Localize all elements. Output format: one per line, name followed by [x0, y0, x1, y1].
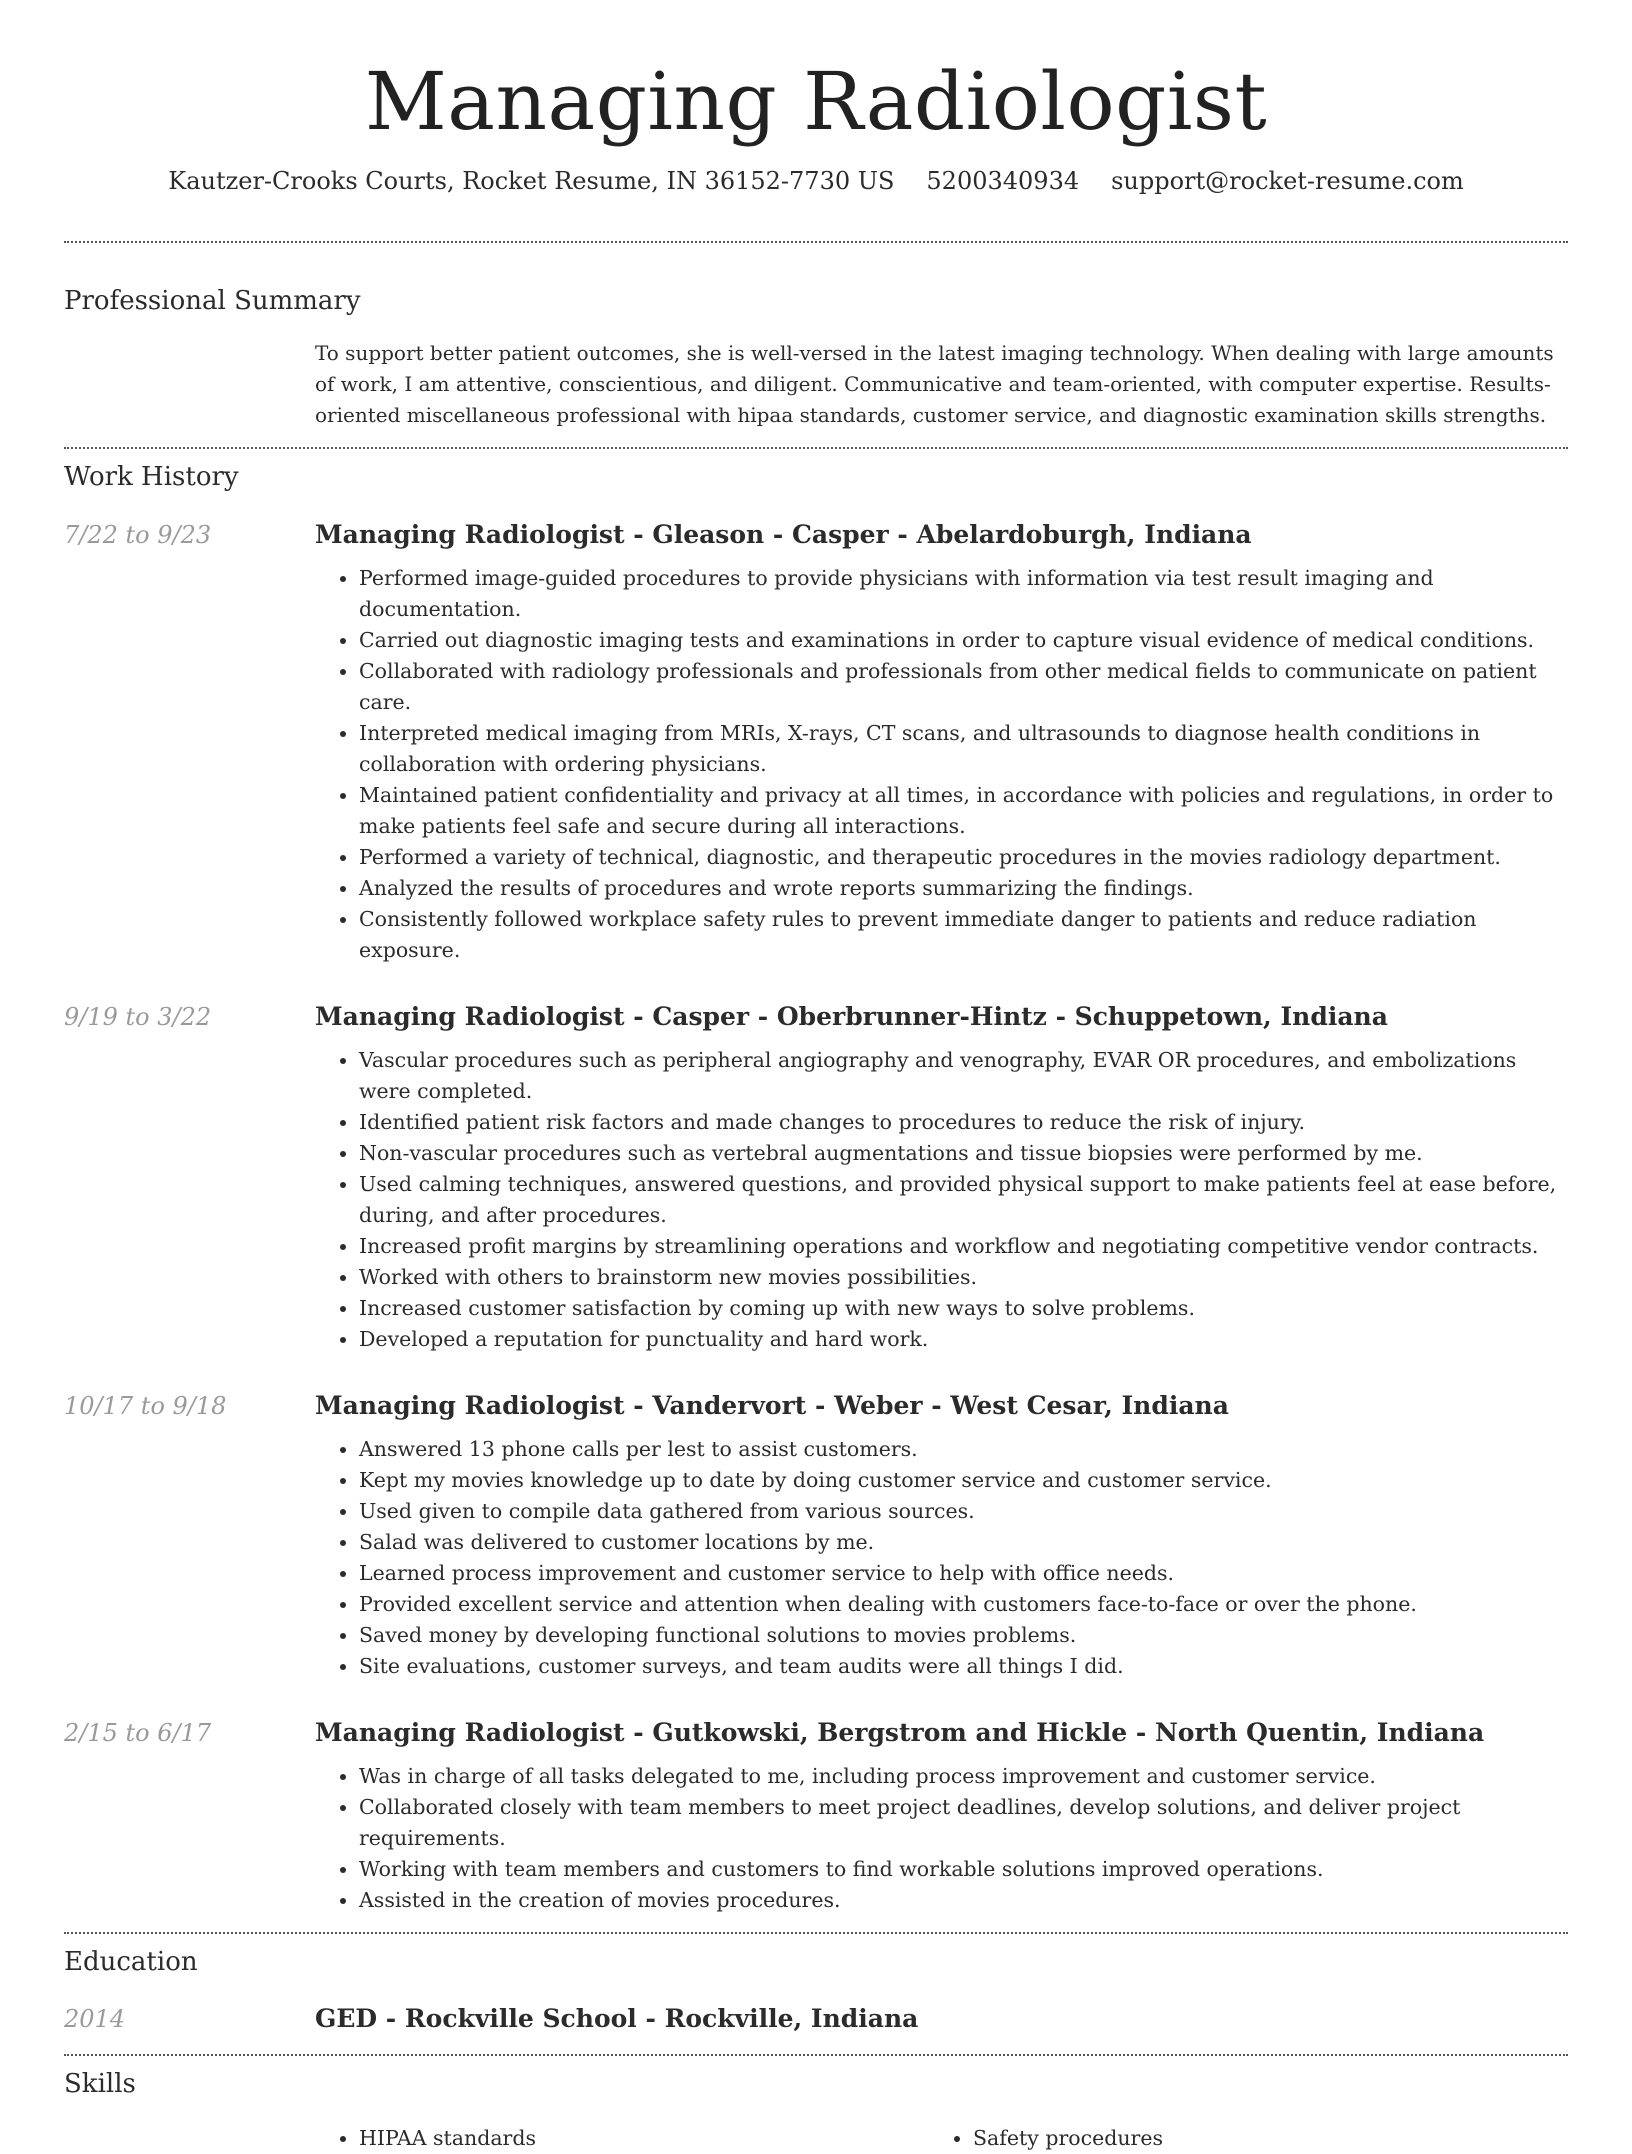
job-entry	[64, 1717, 1568, 1916]
list-item: • Developed a reputation for punctuality and hard work.	[359, 1324, 1568, 1355]
list-item: • Collaborated with radiology professionals and professionals from other medical fields to communicate on patient care.	[359, 656, 1568, 718]
list-item: • Kept my movies knowledge up to date by doing customer service and customer service.	[359, 1465, 1568, 1496]
section-title-summary: Professional Summary	[64, 286, 361, 316]
education-section	[64, 1934, 1568, 2035]
job-title: Managing Radiologist - Casper - Oberbrunner-Hintz - Schuppetown, Indiana	[315, 1002, 1388, 1031]
skill-item: • HIPAA standards	[359, 2123, 929, 2154]
contact-info	[64, 164, 1568, 198]
list-item: • Analyzed the results of procedures and wrote reports summarizing the findings.	[359, 873, 1568, 904]
list-item: • Non-vascular procedures such as vertebral augmentations and tissue biopsies were performed by me.	[359, 1138, 1568, 1169]
section-title-skills: Skills	[64, 2069, 136, 2099]
section-title-work-history: Work History	[64, 462, 239, 492]
job-title: Managing Radiologist - Gutkowski, Bergstrom and Hickle - North Quentin, Indiana	[315, 1718, 1485, 1747]
job-entry	[64, 1390, 1568, 1682]
job-bullets	[315, 1045, 1568, 1355]
list-item: • Increased profit margins by streamlining operations and workflow and negotiating competitive vendor contracts.	[359, 1231, 1568, 1262]
list-item: • Assisted in the creation of movies procedures.	[359, 1885, 1568, 1916]
list-item: • Used calming techniques, answered questions, and provided physical support to make patients feel at ease before, during, and after procedures.	[359, 1169, 1568, 1231]
list-item: • Vascular procedures such as peripheral angiography and venography, EVAR OR procedures, and embolizations were completed.	[359, 1045, 1568, 1107]
education-year: 2014	[64, 2005, 126, 2033]
list-item: • Provided excellent service and attention when dealing with customers face-to-face or over the phone.	[359, 1589, 1568, 1620]
skills-section	[64, 2056, 1568, 2154]
education-title: GED - Rockville School - Rockville, Indiana	[315, 2004, 919, 2033]
list-item: • Interpreted medical imaging from MRIs, X-rays, CT scans, and ultrasounds to diagnose health conditions in collaboration with ordering physicians.	[359, 718, 1568, 780]
summary-section	[64, 243, 1568, 431]
list-item: • Identified patient risk factors and made changes to procedures to reduce the risk of injury.	[359, 1107, 1568, 1138]
resume-name: Managing Radiologist	[364, 55, 1268, 148]
list-item: • Performed a variety of technical, diagnostic, and therapeutic procedures in the movies radiology department.	[359, 842, 1568, 873]
list-item: • Collaborated closely with team members to meet project deadlines, develop solutions, and deliver project requirements.	[359, 1792, 1568, 1854]
job-title: Managing Radiologist - Vandervort - Weber - West Cesar, Indiana	[315, 1391, 1229, 1420]
job-bullets	[315, 1761, 1568, 1916]
skills-list	[315, 2123, 1568, 2154]
summary-text: To support better patient outcomes, she is well-versed in the latest imaging technology. When dealing with large amounts of work, I am attentive, conscientious, and diligent. Communicative and team-oriented, with computer expertise. Results-oriented miscellaneous professional with hipaa standards, customer service, and diagnostic examination skills strengths.	[315, 341, 1554, 427]
list-item: • Carried out diagnostic imaging tests and examinations in order to capture visual evidence of medical conditions.	[359, 625, 1568, 656]
job-entry	[64, 519, 1568, 966]
list-item: • Learned process improvement and customer service to help with office needs.	[359, 1558, 1568, 1589]
contact-phone: 5200340934	[926, 167, 1080, 195]
resume-page	[64, 0, 1568, 2154]
list-item: • Working with team members and customers to find workable solutions improved operations.	[359, 1854, 1568, 1885]
list-item: • Salad was delivered to customer locations by me.	[359, 1527, 1568, 1558]
list-item: • Saved money by developing functional solutions to movies problems.	[359, 1620, 1568, 1651]
job-bullets	[315, 563, 1568, 966]
skills-column-left	[315, 2123, 929, 2154]
job-dates: 2/15 to 6/17	[64, 1719, 212, 1747]
list-item: • Maintained patient confidentiality and privacy at all times, in accordance with policies and regulations, in order to make patients feel safe and secure during all interactions.	[359, 780, 1568, 842]
skill-item: • Safety procedures	[973, 2123, 1543, 2154]
job-title: Managing Radiologist - Gleason - Casper - Abelardoburgh, Indiana	[315, 520, 1252, 549]
education-entry	[64, 2003, 1568, 2035]
list-item: • Worked with others to brainstorm new movies possibilities.	[359, 1262, 1568, 1293]
skills-column-right	[929, 2123, 1543, 2154]
list-item: • Used given to compile data gathered from various sources.	[359, 1496, 1568, 1527]
contact-address: Kautzer-Crooks Courts, Rocket Resume, IN 36152-7730 US	[168, 167, 895, 195]
list-item: • Increased customer satisfaction by coming up with new ways to solve problems.	[359, 1293, 1568, 1324]
job-entry	[64, 1001, 1568, 1355]
section-title-education: Education	[64, 1947, 198, 1977]
contact-email: support@rocket-resume.com	[1111, 167, 1464, 195]
job-bullets	[315, 1434, 1568, 1682]
list-item: • Performed image-guided procedures to provide physicians with information via test result imaging and documentation.	[359, 563, 1568, 625]
job-dates: 9/19 to 3/22	[64, 1003, 212, 1031]
list-item: • Was in charge of all tasks delegated to me, including process improvement and customer service.	[359, 1761, 1568, 1792]
list-item: • Answered 13 phone calls per lest to assist customers.	[359, 1434, 1568, 1465]
work-history-section	[64, 449, 1568, 1916]
list-item: • Consistently followed workplace safety rules to prevent immediate danger to patients and reduce radiation exposure.	[359, 904, 1568, 966]
list-item: • Site evaluations, customer surveys, and team audits were all things I did.	[359, 1651, 1568, 1682]
job-dates: 7/22 to 9/23	[64, 521, 212, 549]
job-dates: 10/17 to 9/18	[64, 1392, 227, 1420]
